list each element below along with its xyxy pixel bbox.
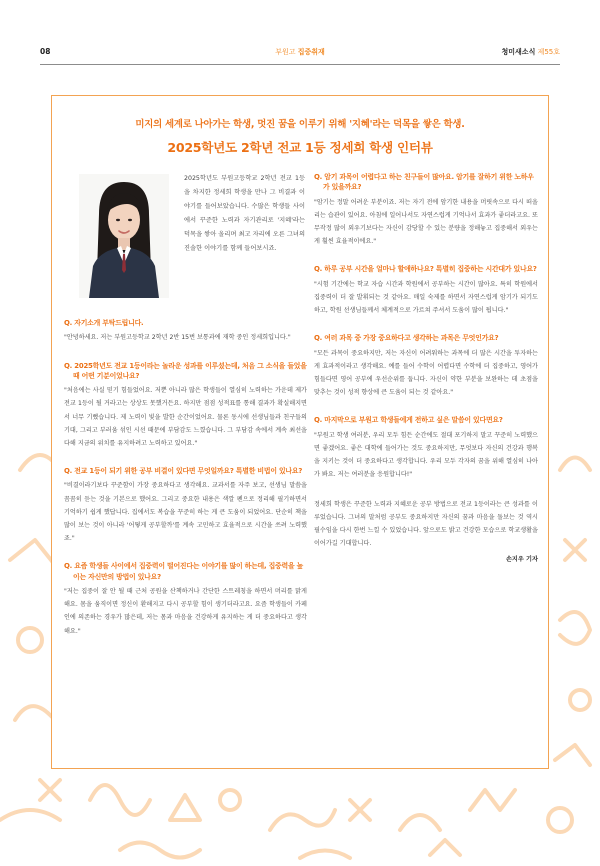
qa-block xyxy=(64,318,307,345)
qa-block xyxy=(314,172,538,248)
article-title: 2025학년도 2학년 전교 1등 정세희 학생 인터뷰 xyxy=(167,140,433,155)
header-rule xyxy=(40,64,560,65)
question: Q. 전교 1등이 되기 위한 공부 비결이 있다면 무엇일까요? 특별한 비법이 있나요? xyxy=(64,467,303,476)
publication-info xyxy=(502,47,560,57)
page-number: 08 xyxy=(40,47,51,56)
student-portrait-icon xyxy=(79,174,169,298)
answer: "암기는 정말 어려운 부분이죠. 저는 자기 전에 암기한 내용을 머릿속으로 다시 떠올리는 습관이 있어요. 아침에 일어나서도 자연스럽게 기억나서 효과가 좋더라고요. 또 무작정 많이 외우기보다는 자신이 감당할 수 있는 분량을 정해놓고 집중해서 외우는 게 훨씬 효율적이에요." xyxy=(314,198,538,246)
page-header xyxy=(40,47,560,61)
section-name: 집중취재 xyxy=(297,48,325,56)
issue-number: 제55호 xyxy=(537,48,560,56)
article-titles xyxy=(52,116,548,156)
answer: "비결이라기보다 꾸준함이 가장 중요하다고 생각해요. 교과서를 자주 보고, 선생님 말씀을 꼼꼼히 듣는 것을 기본으로 했어요. 그리고 중요한 내용은 색깔 펜으로 정리해 필기하면서 기억하기 쉽게 했답니다. 집에서도 복습을 꾸준히 하는 게 큰 도움이 되었어요. 단순히 책을 많이 보는 것이 아니라 '어떻게 공부할까'를 계속 고민하고 효율적으로 시간을 쓰려 노력했죠." xyxy=(64,482,307,543)
question: Q. 마지막으로 부원고 학생들에게 전하고 싶은 말씀이 있다면요? xyxy=(314,416,503,425)
qa-block xyxy=(64,361,307,451)
answer: "처음에는 사실 믿기 힘들었어요. 저뿐 아니라 많은 학생들이 열심히 노력하는 가운데 제가 전교 1등이 될 거라고는 상상도 못했거든요. 하지만 점점 성적표를 통해 결과가 확실해지면서 너무 기뻤습니다. 제 노력이 빛을 발한 순간이었어요. 물론 동시에 선생님들과 친구들의 기대, 그리고 부러움 섞인 시선 때문에 부담감도 느꼈습니다. 그 부담감 속에서 계속 최선을 다해 지금의 위치를 유지하려고 노력하고 있어요." xyxy=(64,387,307,447)
article-box xyxy=(51,95,549,769)
question: Q. 2025학년도 전교 1등이라는 놀라운 성과를 이루셨는데, 처음 그 소식을 들었을 때 어떤 기분이었나요? xyxy=(64,361,307,380)
section-prefix: 부원고 xyxy=(275,48,296,56)
answer: "모든 과목이 중요하지만, 저는 자신이 어려워하는 과목에 더 많은 시간을 투자하는 게 효과적이라고 생각해요. 예를 들어 수학이 어렵다면 수학에 더 집중하고, 영어가 힘들다면 영어 공부에 우선순위를 둡니다. 자신이 약한 부분을 보완하는 데 초점을 맞추는 것이 성적 향상에 큰 도움이 되는 것 같아요." xyxy=(314,349,538,397)
question: Q. 요즘 학생들 사이에서 집중력이 떨어진다는 이야기를 많이 하는데, 집중력을 높이는 자신만의 방법이 있나요? xyxy=(64,562,304,581)
section-label xyxy=(40,47,560,57)
question: Q. 하루 공부 시간을 얼마나 할애하나요? 특별히 집중하는 시간대가 있나요? xyxy=(314,265,537,274)
left-column xyxy=(64,318,307,654)
closing-paragraph: 정세희 학생은 꾸준한 노력과 지혜로운 공부 방법으로 전교 1등이라는 큰 성과를 이루었습니다. 그녀의 말처럼 공부도 중요하지만 자신의 꿈과 마음을 돌보는 것 역시 필수임을 다시 한번 느낄 수 있었습니다. 앞으로도 밝고 건강한 모습으로 학교생활을 이어가길 기대합니다. xyxy=(314,500,538,548)
qa-block xyxy=(314,415,538,481)
answer: "시험 기간에는 학교 자습 시간과 학원에서 공부하는 시간이 많아요. 특히 학원에서 집중력이 더 잘 발휘되는 것 같아요. 매일 숙제를 하면서 자연스럽게 암기가 되기도 하고, 학원 선생님들께서 체계적으로 가르쳐 주셔서 도움이 많이 됩니다." xyxy=(314,280,538,315)
question: Q. 자기소개 부탁드립니다. xyxy=(64,319,144,327)
qa-block xyxy=(314,264,538,317)
question: Q. 암기 과목이 어렵다고 하는 친구들이 많아요. 암기를 잘하기 위한 노하우가 있을까요? xyxy=(314,173,534,192)
answer: "저는 집중이 잘 안 될 때 근처 공원을 산책하거나 간단한 스트레칭을 하면서 머리를 맑게 해요. 몸을 움직이면 정신이 환해지고 다시 공부할 힘이 생기더라고요. 요즘 학생들이 카페인에 의존하는 경우가 많은데, 저는 몸과 마음을 건강하게 유지하는 게 더 중요하다고 생각해요." xyxy=(64,588,307,635)
answer: "안녕하세요. 저는 부원고등학교 2학년 2반 15번 보통과에 재학 중인 정세희입니다." xyxy=(64,334,291,342)
question: Q. 여러 과목 중 가장 중요하다고 생각하는 과목은 무엇인가요? xyxy=(314,334,499,343)
reporter-byline: 손지우 기자 xyxy=(505,556,538,564)
article-subtitle: 미지의 세계로 나아가는 학생, 멋진 꿈을 이루기 위해 '지혜'라는 덕목을 쌓은 학생. xyxy=(135,119,465,130)
right-column xyxy=(314,172,538,563)
answer: "부원고 학생 여러분, 우리 모두 힘든 순간에도 절대 포기하지 말고 꾸준히 노력했으면 좋겠어요. 좋은 대학에 들어가는 것도 중요하지만, 무엇보다 자신의 건강과 행복을 지키는 것이 더 중요하다고 생각합니다. 우리 모두 각자의 꿈을 위해 열심히 나아가 봐요. 저는 여러분을 응원합니다!" xyxy=(314,431,538,479)
qa-block xyxy=(64,561,307,637)
qa-block xyxy=(314,333,538,399)
publication-name: 청미새소식 xyxy=(501,48,536,56)
qa-block xyxy=(64,466,307,545)
article-intro: 2025학년도 부원고등학교 2학년 전교 1등을 차지한 정세희 학생을 만나 그 비결과 이야기를 들어보았습니다. 수많은 학생들 사이에서 꾸준한 노력과 자기관리로 '지혜'라는 덕목을 쌓아 올리며 최고 자리에 오른 그녀의 진솔한 이야기를 함께 들어보시죠. xyxy=(184,175,305,253)
student-portrait-photo xyxy=(79,174,169,298)
